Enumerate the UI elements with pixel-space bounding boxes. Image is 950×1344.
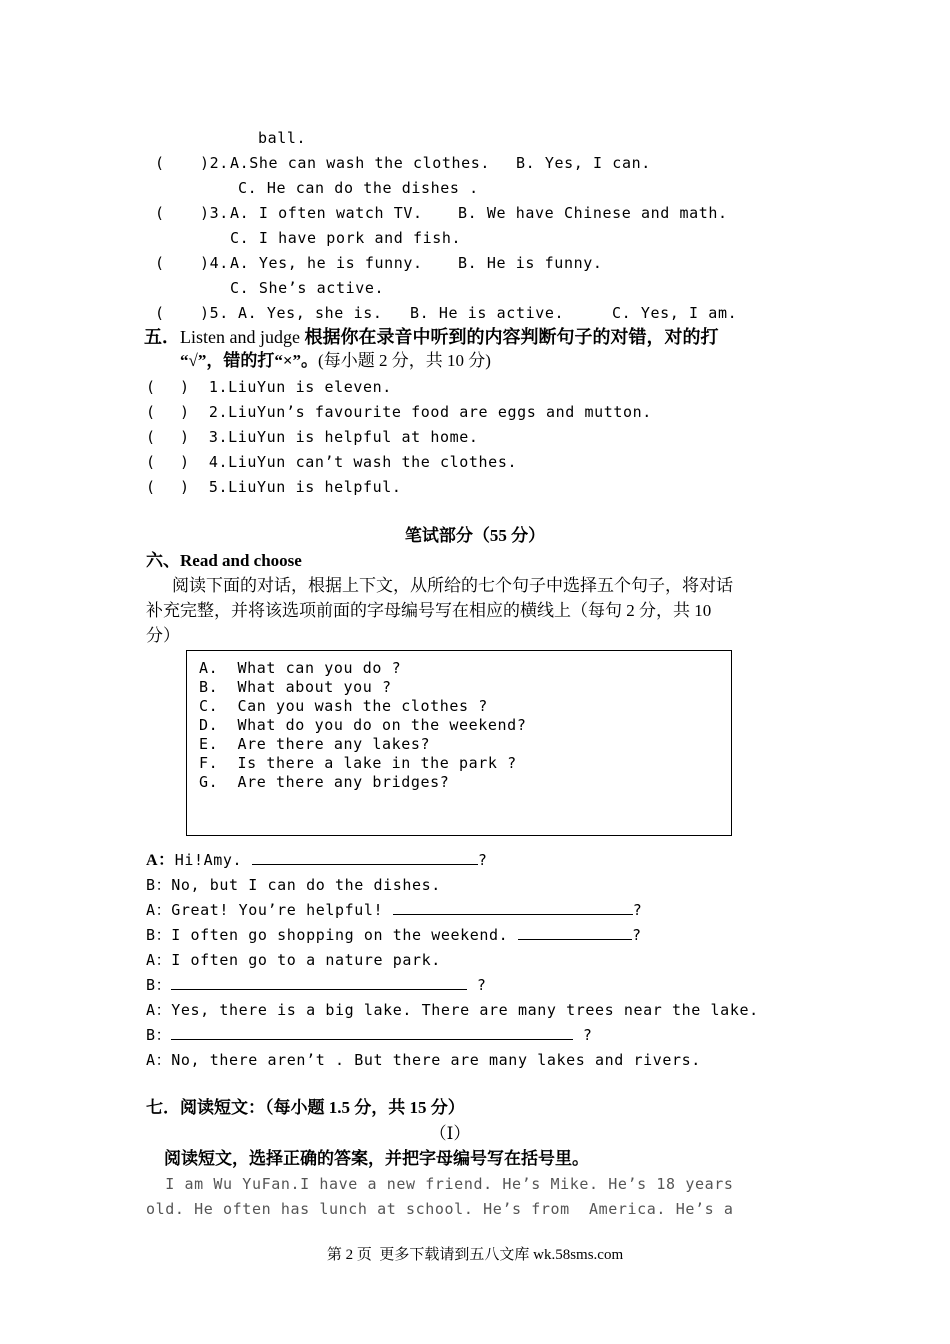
section5-marks: “√”，错的打“×”。 (180, 351, 319, 370)
dialogue-speaker: B： (146, 976, 172, 994)
q2-option-b: B. Yes, I can. (516, 154, 651, 172)
section6-instruction-2: 补充完整，并将该选项前面的字母编号写在相应的横线上（每句 2 分，共 10 (146, 601, 712, 620)
dialogue-line (146, 1000, 759, 1020)
dialogue-text: No, there aren’t . But there are many lakes and rivers. (171, 1051, 701, 1069)
option-item: B. What about you ? (199, 678, 392, 696)
page-footer: 第 2 页 更多下载请到五八文库 wk.58sms.com (326, 1247, 624, 1263)
judge-item: ) 1.LiuYun is eleven. (180, 378, 392, 396)
passage-line-1: I am Wu YuFan.I have a new friend. He’s Mike. He’s 18 years (146, 1175, 734, 1193)
judge-item-paren: ( (146, 428, 156, 446)
section5-heading (144, 326, 718, 348)
judge-item-paren: ( (146, 453, 156, 471)
option-item: E. Are there any lakes? (199, 735, 431, 753)
q1-tail: ball. (258, 129, 307, 147)
options-box (186, 650, 732, 836)
section5-number: 五． (144, 327, 180, 347)
dialogue-speaker: A： (146, 852, 175, 869)
section5-score: (每小题 2 分，共 10 分) (318, 351, 491, 370)
answer-blank[interactable] (171, 1025, 573, 1040)
passage-line-2: old. He often has lunch at school. He’s from America. He’s a (146, 1200, 734, 1218)
dialogue-text: No, but I can do the dishes. (171, 876, 441, 894)
option-item: G. Are there any bridges? (199, 773, 450, 791)
dialogue-speaker: B： (146, 1026, 172, 1044)
section7-part-label: （Ⅰ） (429, 1124, 471, 1143)
q3-option-a: A. I often watch TV. (230, 204, 423, 222)
dialogue-text: I often go to a nature park. (171, 951, 441, 969)
dialogue-end: ? (573, 1026, 593, 1044)
dialogue-line (146, 1025, 593, 1045)
judge-item: ) 5.LiuYun is helpful. (180, 478, 402, 496)
q5-number: )5. (200, 304, 229, 322)
dialogue-line (146, 925, 642, 945)
answer-blank[interactable] (171, 975, 467, 990)
judge-item-paren: ( (146, 478, 156, 496)
q5-paren: ( (155, 304, 165, 322)
judge-item: ) 4.LiuYun can’t wash the clothes. (180, 453, 518, 471)
dialogue-speaker: B： (146, 876, 172, 894)
section6-heading: 六、Read and choose (146, 551, 302, 570)
dialogue-speaker: B： (146, 926, 172, 944)
option-item: A. What can you do ? (199, 659, 402, 677)
dialogue-end: ? (631, 926, 642, 944)
section7-instruction: 阅读短文，选择正确的答案，并把字母编号写在括号里。 (164, 1149, 589, 1168)
dialogue-line (146, 1050, 701, 1070)
section6-instruction-3: 分） (146, 626, 180, 645)
dialogue-text: Yes, there is a big lake. There are many trees near the lake. (171, 1001, 759, 1019)
q3-number: )3. (200, 204, 229, 222)
q4-option-a: A. Yes, he is funny. (230, 254, 423, 272)
option-item: D. What do you do on the weekend? (199, 716, 527, 734)
q5-option-a: A. Yes, she is. (238, 304, 383, 322)
section5-heading-en: Listen and judge (180, 327, 300, 347)
answer-blank[interactable] (252, 850, 478, 865)
q2-number: )2. (200, 154, 229, 172)
q2-paren: ( (155, 154, 165, 172)
q4-number: )4. (200, 254, 229, 272)
dialogue-line (146, 975, 487, 995)
option-item: C. Can you wash the clothes ? (199, 697, 488, 715)
judge-item-paren: ( (146, 403, 156, 421)
dialogue-end: ? (477, 851, 488, 869)
q2-option-a: A.She can wash the clothes. (230, 154, 491, 172)
q3-option-b: B. We have Chinese and math. (458, 204, 728, 222)
q5-option-b: B. He is active. (410, 304, 565, 322)
dialogue-end: ? (632, 901, 643, 919)
judge-item: ) 3.LiuYun is helpful at home. (180, 428, 479, 446)
answer-blank[interactable] (393, 900, 633, 915)
section5-heading-line2 (180, 350, 491, 372)
q4-option-c: C. She’s active. (230, 279, 385, 297)
q3-option-c: C. I have pork and fish. (230, 229, 462, 247)
judge-item-paren: ( (146, 378, 156, 396)
dialogue-text: I often go shopping on the weekend. (171, 926, 518, 944)
dialogue-speaker: A： (146, 1001, 172, 1019)
dialogue-speaker: A： (146, 1051, 172, 1069)
dialogue-text: Great! You’re helpful! (171, 901, 393, 919)
dialogue-speaker: A： (146, 951, 172, 969)
dialogue-speaker: A： (146, 901, 172, 919)
judge-item: ) 2.LiuYun’s favourite food are eggs and mutton. (180, 403, 652, 421)
written-part-title: 笔试部分（55 分） (404, 526, 546, 545)
dialogue-line (146, 875, 441, 895)
q4-option-b: B. He is funny. (458, 254, 603, 272)
dialogue-line (146, 900, 642, 920)
q4-paren: ( (155, 254, 165, 272)
option-item: F. Is there a lake in the park ? (199, 754, 517, 772)
q3-paren: ( (155, 204, 165, 222)
answer-blank[interactable] (518, 925, 632, 940)
section5-heading-cn: 根据你在录音中听到的内容判断句子的对错，对的打 (299, 327, 719, 347)
q2-option-c: C. He can do the dishes . (238, 179, 479, 197)
dialogue-end: ? (467, 976, 487, 994)
dialogue-text: Hi!Amy. (174, 851, 252, 869)
section7-heading: 七．阅读短文：（每小题 1.5 分，共 15 分） (146, 1098, 465, 1117)
dialogue-line (146, 950, 441, 970)
section6-instruction-1: 阅读下面的对话，根据上下文，从所给的七个句子中选择五个句子，将对话 (172, 576, 733, 595)
dialogue-line (146, 850, 487, 871)
q5-option-c: C. Yes, I am. (612, 304, 738, 322)
